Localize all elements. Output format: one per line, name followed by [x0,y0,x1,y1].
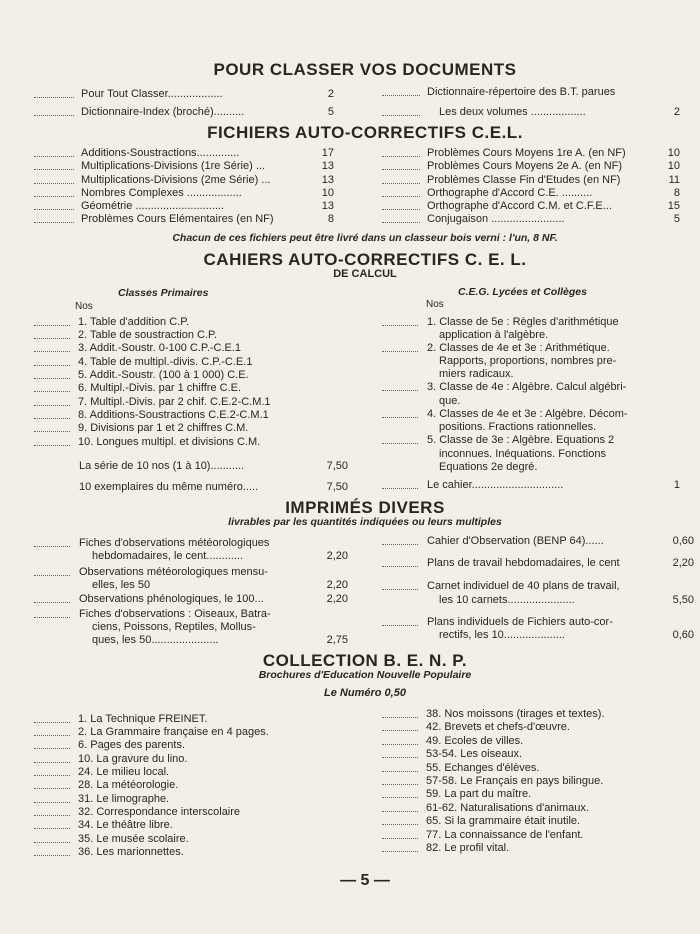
item-label: ciens, Poissons, Reptiles, Mollus- [92,621,256,633]
item-price: 2 [327,88,334,100]
leader-dots [34,200,74,210]
leader-dots [34,819,70,829]
list-item: 49. Ecoles de villes. [426,735,524,747]
item-label: Multiplications-Divisions (1re Série) ... [81,160,265,172]
item-label: La série de 10 nos (1 à 10)........... [79,460,245,472]
item-label: 5. Addit.-Soustr. (100 à 1 000) C.E. [78,369,249,381]
item-label: Additions-Soustractions.............. [81,147,240,159]
leader-dots [382,802,418,812]
leader-dots [382,86,420,96]
item-label: Carnet individuel de 40 plans de travail, [427,580,620,592]
leader-dots [382,408,418,418]
item-label: 1. Classe de 5e : Règles d'arithmétique [427,316,619,328]
leader-dots [34,409,70,419]
item-label: Pour Tout Classer.................. [81,88,223,100]
leader-dots [34,713,70,723]
leader-dots [382,557,418,567]
list-item: 61-62. Naturalisations d'animaux. [426,802,589,814]
leader-dots [34,147,74,157]
leader-dots [382,316,418,326]
section-title: COLLECTION B. E. N. P. [262,651,468,670]
list-item: 77. La connaissance de l'enfant. [426,829,584,841]
section-title: CAHIERS AUTO-CORRECTIFS C. E. L. [203,250,527,269]
leader-dots [382,479,418,489]
leader-dots [34,174,74,184]
item-price: 10 [321,187,334,199]
nos-label: Nos [75,301,93,312]
item-label: Nombres Complexes .................. [81,187,242,199]
item-price: 0,60 [672,535,694,547]
leader-dots [382,187,420,197]
item-label: Problèmes Classe Fin d'Etudes (en NF) [427,174,621,186]
item-price: 13 [321,200,334,212]
item-price: 2,20 [672,557,694,569]
leader-dots [34,537,70,547]
item-price: 2,20 [326,579,348,591]
item-label: 2. Classes de 4e et 3e : Arithmétique. [427,342,610,354]
leader-dots [34,779,70,789]
section-subtitle: Brochures d'Education Nouvelle Populaire [258,669,472,681]
leader-dots [34,106,74,116]
section-title: POUR CLASSER VOS DOCUMENTS [213,60,517,79]
item-price: 13 [321,174,334,186]
list-item: 10. La gravure du lino. [78,753,188,765]
item-label: Orthographe d'Accord C.E. .......... [427,187,593,199]
item-price: 2,20 [326,550,348,562]
leader-dots [382,200,420,210]
leader-dots [34,88,74,98]
leader-dots [34,593,70,603]
leader-dots [34,766,70,776]
leader-dots [34,396,70,406]
leader-dots [382,147,420,157]
item-label: Fiches d'observations météorologiques [79,537,270,549]
item-label: Géométrie ............................. [81,200,225,212]
list-item: 59. La part du maître. [426,788,532,800]
item-price: 5 [673,213,680,225]
leader-dots [382,775,418,785]
column-heading: C.E.G. Lycées et Collèges [458,286,587,298]
item-label: 7. Multipl.-Divis. par 2 chif. C.E.2-C.M.1 [78,396,271,408]
item-price: 8 [327,213,334,225]
list-item: 28. La météorologie. [78,779,179,791]
item-label: Rapports, proportions, nombres pre- [439,355,617,367]
leader-dots [382,829,418,839]
list-item: 36. Les marionnettes. [78,846,184,858]
list-item: 34. Le théâtre libre. [78,819,173,831]
item-label: 3. Classe de 4e : Algèbre. Calcul algébri- [427,381,627,393]
item-price: 11 [668,174,680,186]
item-price: 2,20 [326,593,348,605]
list-item: 31. Le limographe. [78,793,170,805]
list-item: 57-58. Le Français en pays bilingue. [426,775,604,787]
list-item: 82. Le profil vital. [426,842,510,854]
item-label: Equations 2e degré. [439,461,538,473]
leader-dots [34,566,70,576]
leader-dots [34,608,70,618]
leader-dots [34,382,70,392]
item-price: 17 [321,147,334,159]
item-price: 5,50 [672,594,694,606]
leader-dots [382,434,418,444]
item-label: les 10 carnets...................... [439,594,575,606]
leader-dots [382,748,418,758]
item-label: 10. Longues multipl. et divisions C.M. [78,436,261,448]
item-label: 9. Divisions par 1 et 2 chiffres C.M. [78,422,249,434]
item-label: Problèmes Cours Moyens 2e A. (en NF) [427,160,623,172]
item-label: 6. Multipl.-Divis. par 1 chiffre C.E. [78,382,242,394]
item-label: Plans de travail hebdomadaires, le cent [427,557,620,569]
leader-dots [34,726,70,736]
price-line: Le Numéro 0,50 [324,687,406,699]
item-label: ques, les 50...................... [92,634,219,646]
item-label: Observations phénologiques, le 100... [79,593,264,605]
leader-dots [34,422,70,432]
leader-dots [382,616,418,626]
page-number: — 5 — [340,872,390,889]
leader-dots [382,535,418,545]
item-price: 10 [667,147,680,159]
leader-dots [382,213,420,223]
item-price: 10 [667,160,680,172]
section-title: IMPRIMÉS DIVERS [285,498,445,517]
leader-dots [382,160,420,170]
leader-dots [34,342,70,352]
list-item: 65. Si la grammaire était inutile. [426,815,581,827]
item-price: 8 [673,187,680,199]
list-item: 42. Brevets et chefs-d'œuvre. [426,721,570,733]
leader-dots [382,788,418,798]
item-label: rectifs, les 10.................... [439,629,565,641]
leader-dots [34,356,70,366]
item-label: 4. Table de multipl.-divis. C.P.-C.E.1 [78,356,253,368]
item-price: 13 [321,160,334,172]
item-price: 15 [667,200,680,212]
item-label: 2. Table de soustraction C.P. [78,329,218,341]
list-item: 2. La Grammaire française en 4 pages. [78,726,269,738]
item-label: Conjugaison ........................ [427,213,565,225]
leader-dots [382,580,418,590]
leader-dots [382,106,420,116]
leader-dots [382,815,418,825]
item-label: Dictionnaire-Index (broché).......... [81,106,245,118]
list-item: 55. Echanges d'élèves. [426,762,540,774]
leader-dots [34,316,70,326]
column-heading: Classes Primaires [118,287,209,299]
item-label: que. [439,395,461,407]
section-note: Chacun de ces fichiers peut être livré dans un classeur bois verni : l'un, 8 NF. [172,232,558,244]
item-label: application à l'algèbre. [439,329,549,341]
section-title: FICHIERS AUTO-CORRECTIFS C.E.L. [207,123,523,142]
item-price: 2,75 [326,634,348,646]
list-item: 38. Nos moissons (tirages et textes). [426,708,605,720]
item-label: Observations météorologiques mensu- [79,566,268,578]
leader-dots [382,842,418,852]
item-label: miers radicaux. [439,368,514,380]
item-price: 0,60 [672,629,694,641]
item-label: 1. Table d'addition C.P. [78,316,190,328]
item-label: Dictionnaire-répertoire des B.T. parues [427,86,616,98]
leader-dots [34,329,70,339]
item-label: Les deux volumes .................. [439,106,586,118]
list-item: 53-54. Les oiseaux. [426,748,523,760]
item-price: 5 [327,106,334,118]
item-label: elles, les 50 [92,579,151,591]
leader-dots [34,739,70,749]
leader-dots [382,762,418,772]
list-item: 24. Le milieu local. [78,766,170,778]
item-price: 7,50 [326,481,348,493]
item-price: 1 [673,479,680,491]
leader-dots [34,753,70,763]
list-item: 1. La Technique FREINET. [78,713,208,725]
leader-dots [382,721,418,731]
item-label: Multiplications-Divisions (2me Série) ... [81,174,271,186]
item-label: 10 exemplaires du même numéro..... [79,481,259,493]
leader-dots [34,806,70,816]
item-label: Orthographe d'Accord C.M. et C.F.E... [427,200,612,212]
section-subtitle: livrables par les quantités indiquées ou leurs multiples [228,516,502,528]
leader-dots [34,369,70,379]
item-label: Cahier d'Observation (BENP 64)...... [427,535,604,547]
item-label: Problèmes Cours Elémentaires (en NF) [81,213,274,225]
item-label: hebdomadaires, le cent............ [92,550,244,562]
item-label: 5. Classe de 3e : Algèbre. Equations 2 [427,434,615,446]
item-label: Plans individuels de Fichiers auto-cor- [427,616,613,628]
leader-dots [34,213,74,223]
leader-dots [34,187,74,197]
item-label: 8. Additions-Soustractions C.E.2-C.M.1 [78,409,269,421]
nos-label: Nos [426,299,444,310]
item-price: 7,50 [326,460,348,472]
item-label: Le cahier.............................. [427,479,564,491]
leader-dots [382,342,418,352]
leader-dots [382,381,418,391]
leader-dots [34,846,70,856]
list-item: 35. Le musée scolaire. [78,833,189,845]
leader-dots [34,160,74,170]
item-label: positions. Fractions rationnelles. [439,421,597,433]
item-label: 4. Classes de 4e et 3e : Algèbre. Décom- [427,408,628,420]
section-subtitle: DE CALCUL [333,268,397,280]
leader-dots [34,833,70,843]
leader-dots [382,708,418,718]
item-label: 3. Addit.-Soustr. 0-100 C.P.-C.E.1 [78,342,242,354]
list-item: 32. Correspondance interscolaire [78,806,241,818]
leader-dots [34,436,70,446]
item-label: Fiches d'observations : Oiseaux, Batra- [79,608,271,620]
item-price: 2 [673,106,680,118]
leader-dots [34,793,70,803]
item-label: inconnues. Inéquations. Fonctions [439,448,606,460]
list-item: 6. Pages des parents. [78,739,186,751]
item-label: Problèmes Cours Moyens 1re A. (en NF) [427,147,626,159]
leader-dots [382,735,418,745]
leader-dots [382,174,420,184]
